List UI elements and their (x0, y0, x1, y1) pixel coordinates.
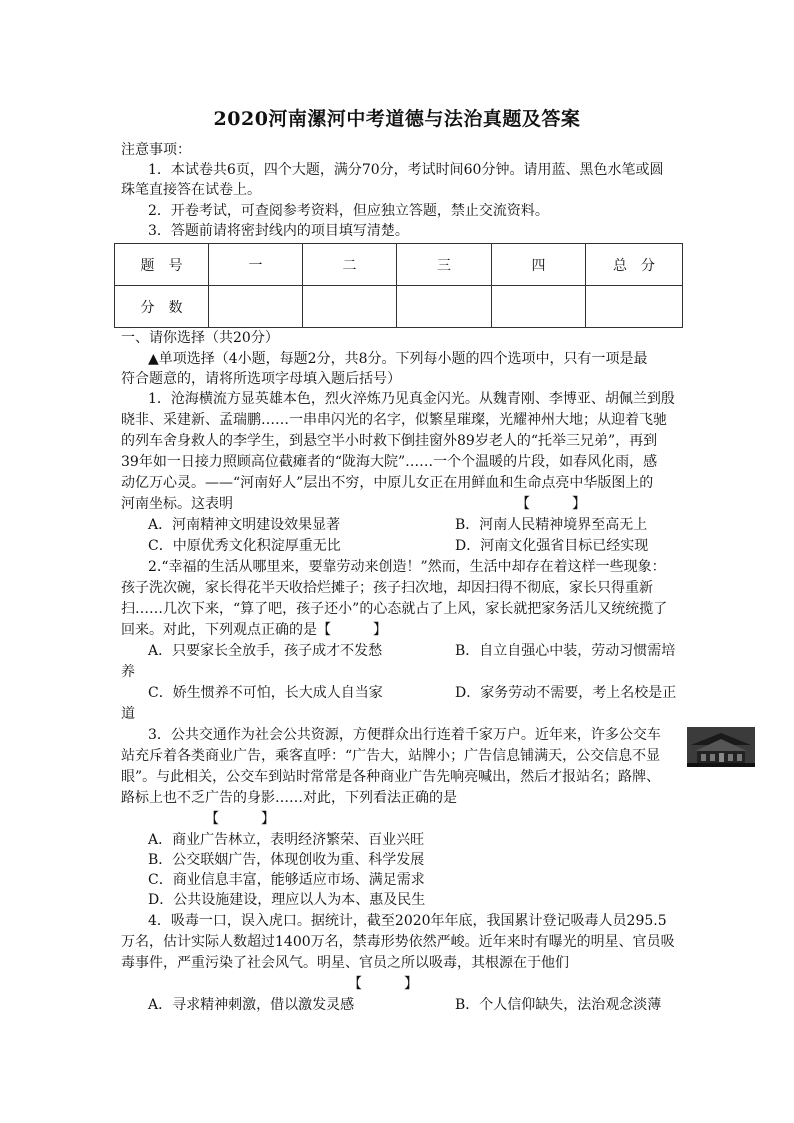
score-table (114, 243, 683, 328)
answer-bracket: 【 】 (348, 976, 418, 992)
question-1-text: 晓非、采建新、孟瑞鹏……一串串闪光的名字，似繁星璀璨，光耀神州大地；从迎着飞驰 (121, 412, 667, 428)
question-1-text: 1．沧海横流方显英雄本色，烈火淬炼乃见真金闪光。从魏青刚、李博亚、胡佩兰到殷 (148, 391, 675, 407)
answer-bracket: 【 】 (516, 496, 586, 512)
question-4-text: 万名，估计实际人数超过1400万名，禁毒形势依然严峻。近年来时有曝光的明星、官员吸 (121, 934, 675, 950)
option-d: D．公共设施建设，理应以人为本、惠及民生 (148, 892, 426, 908)
section-heading: 一、请你选择（共20分） (121, 330, 279, 346)
option-a: A．商业广告林立，表明经济繁荣、百业兴旺 (148, 832, 425, 848)
question-3-text: 眼”。与此相关，公交车到站时常常是各种商业广告先响亮喊出，然后才报站名；路牌、 (121, 769, 661, 785)
building-photo-drawing (687, 727, 755, 767)
table-header-cell: 一 (209, 244, 303, 286)
question-1-text: 的列车舍身救人的李学生，到悬空半小时救下倒挂窗外89岁老人的“托举三兄弟”，再到 (121, 433, 658, 449)
question-2-text: 扫……几次下来，“算了吧，孩子还小”的心态就占了上风，家长就把家务活儿又统统揽了 (121, 601, 668, 617)
option-d: D．河南文化强省目标已经实现 (455, 538, 649, 554)
option-a: A．只要家长全放手，孩子成才不发愁 (148, 643, 383, 659)
notice-item: 珠笔直接答在试卷上。 (121, 182, 261, 198)
option-a: A．寻求精神刺激，借以激发灵感 (148, 997, 355, 1013)
page-title: 2020河南漯河中考道德与法治真题及答案 (213, 108, 581, 130)
table-row-label: 分 数 (115, 286, 209, 328)
score-cell (492, 286, 586, 328)
notice-item: 2．开卷考试，可查阅参考资料，但应独立答题，禁止交流资料。 (148, 203, 549, 219)
building-photo-image (687, 727, 755, 767)
question-4-text: 4．吸毒一口，误入虎口。据统计，截至2020年年底，我国累计登记吸毒人员295.5 (148, 913, 667, 929)
option-c: C．商业信息丰富，能够适应市场、满足需求 (148, 872, 425, 888)
score-cell (303, 286, 397, 328)
answer-bracket: 【 】 (205, 811, 275, 827)
option-c: C．娇生惯养不可怕，长大成人自当家 (148, 685, 383, 701)
option-d-wrap: 道 (121, 706, 135, 722)
option-b: B．自立自强心中装，劳动习惯需培 (455, 643, 676, 659)
question-1-text: 河南坐标。这表明 (121, 496, 233, 512)
question-4-text: 毒事件，严重污染了社会风气。明星、官员之所以吸毒，其根源在于他们 (121, 955, 569, 971)
option-b: B．个人信仰缺失，法治观念淡薄 (455, 997, 662, 1013)
score-table-score-row (115, 286, 683, 328)
question-3-text: 路标上也不乏广告的身影……对此，下列看法正确的是 (121, 790, 457, 806)
option-b-wrap: 养 (121, 664, 135, 680)
notice-item: 1．本试卷共6页，四个大题，满分70分，考试时间60分钟。请用蓝、黑色水笔或圆 (148, 162, 664, 178)
question-3-text: 站充斥着各类商业广告，乘客直呼：“广告大，站牌小；广告信息铺满天，公交信息不显 (121, 748, 661, 764)
table-header-cell: 二 (303, 244, 397, 286)
option-b: B．河南人民精神境界至高无上 (455, 517, 648, 533)
score-cell (586, 286, 683, 328)
section-instructions: 符合题意的，请将所选项字母填入题后括号） (121, 371, 401, 387)
table-header-cell: 四 (492, 244, 586, 286)
option-b: B．公交联姻广告，体现创收为重、科学发展 (148, 852, 425, 868)
question-1-text: 39年如一日接力照顾高位截瘫者的“陇海大院”……一个个温暖的片段，如春风化雨，感 (121, 454, 658, 470)
table-header-cell: 总 分 (586, 244, 683, 286)
question-2-text: 孩子洗次碗，家长得花半天收拾烂摊子；孩子扫次地，却因扫得不彻底，家长只得重新 (121, 580, 653, 596)
notice-item: 3．答题前请将密封线内的项目填写清楚。 (148, 223, 409, 239)
section-instructions: ▲单项选择（4小题，每题2分，共8分。下列每小题的四个选项中，只有一项是最 (148, 351, 648, 367)
question-1-text: 动亿万心灵。——“河南好人”层出不穷，中原儿女正在用鲜血和生命点亮中华版图上的 (121, 475, 654, 491)
score-cell (209, 286, 303, 328)
question-2-text: 2.“幸福的生活从哪里来，要靠劳动来创造！”然而，生活中却存在着这样一些现象： (148, 559, 666, 575)
score-cell (397, 286, 492, 328)
table-header-cell: 三 (397, 244, 492, 286)
question-2-text: 回来。对此，下列观点正确的是【 】 (121, 622, 387, 638)
question-3-text: 3．公共交通作为社会公共资源，方便群众出行连着千家万户。近年来，许多公交车 (148, 727, 661, 743)
option-a: A．河南精神文明建设效果显著 (148, 517, 341, 533)
option-c: C．中原优秀文化积淀厚重无比 (148, 538, 341, 554)
score-table-header-row (115, 244, 683, 286)
table-header-cell: 题 号 (115, 244, 209, 286)
option-d: D．家务劳动不需要，考上名校是正 (455, 685, 677, 701)
notice-heading: 注意事项： (121, 142, 191, 158)
